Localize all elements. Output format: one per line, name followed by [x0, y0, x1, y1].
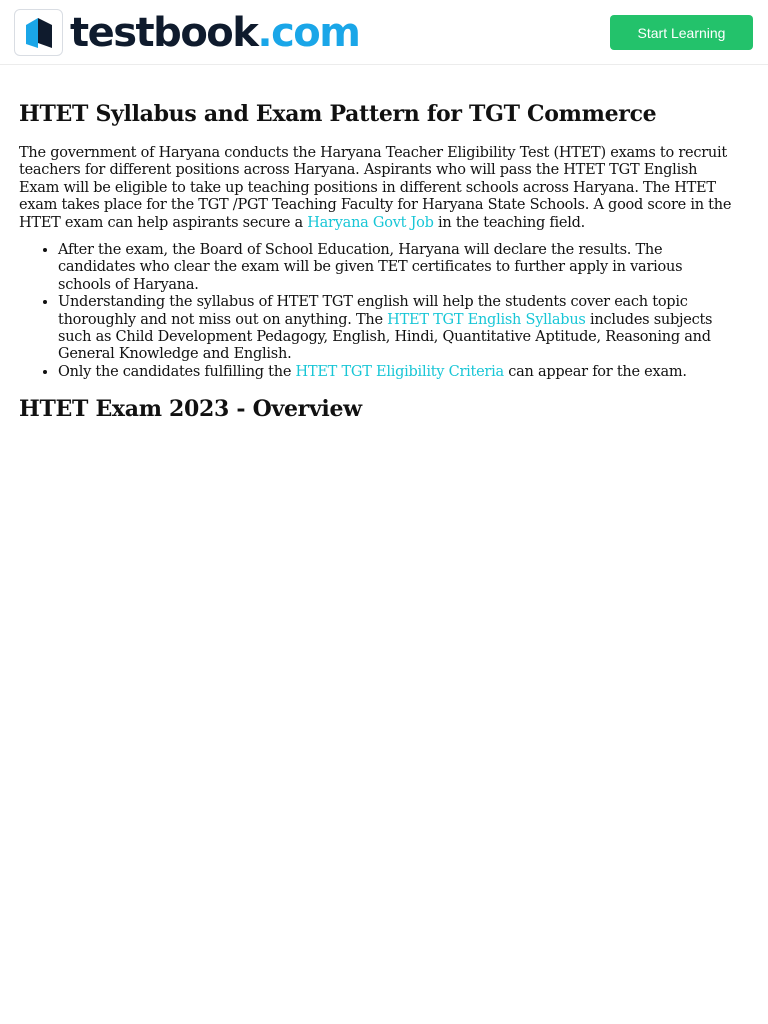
article-content — [19, 100, 735, 423]
list-item — [58, 364, 735, 381]
key-points-list — [19, 242, 735, 381]
intro-text-end: in the teaching field. — [433, 214, 585, 231]
htet-tgt-eligibility-criteria-link[interactable]: HTET TGT Eligibility Criteria — [295, 363, 504, 380]
article-title: HTET Syllabus and Exam Pattern for TGT Commerce — [19, 101, 657, 127]
logo-text-main: testbook — [70, 9, 258, 56]
list-item — [58, 294, 735, 364]
section-heading-overview: HTET Exam 2023 - Overview — [19, 396, 362, 423]
logo-text-domain: .com — [257, 9, 360, 56]
start-learning-button[interactable]: Start Learning — [610, 15, 753, 50]
list-item-text: includes subjects such as Child Development Pedagogy, English, Hindi, Quantitative Aptitude, Reasoning and General Knowledge and English. — [58, 311, 713, 363]
list-item-text: Understanding the syllabus of HTET TGT english will help the students cover each topic thoroughly and not miss out on anything. The — [58, 294, 688, 328]
htet-tgt-english-syllabus-link[interactable]: HTET TGT English Syllabus — [387, 311, 586, 328]
intro-text: The government of Haryana conducts the Haryana Teacher Eligibility Test (HTET) exams to recruit teachers for different positions across Haryana. Aspirants who will pass the HTET TGT English Exam will be eligible to take up teaching positions in different schools across Haryana. The HTET exam takes place for the TGT /PGT Teaching Faculty for Haryana State Schools. A good score in the HTET exam can help aspirants secure a — [19, 145, 732, 231]
list-item-text: can appear for the exam. — [503, 363, 687, 380]
haryana-govt-job-link[interactable]: Haryana Govt Job — [307, 214, 434, 231]
list-item-text: Only the candidates fulfilling the — [58, 363, 296, 380]
logo-wordmark — [70, 10, 359, 56]
top-navbar — [0, 0, 768, 65]
site-logo[interactable] — [14, 9, 359, 56]
list-item — [58, 242, 735, 294]
list-item-text: After the exam, the Board of School Education, Haryana will declare the results. The candidates who clear the exam will be given TET certificates to further apply in various schools of Haryana. — [58, 242, 683, 293]
testbook-logo-icon — [14, 9, 63, 56]
intro-paragraph — [19, 145, 735, 232]
